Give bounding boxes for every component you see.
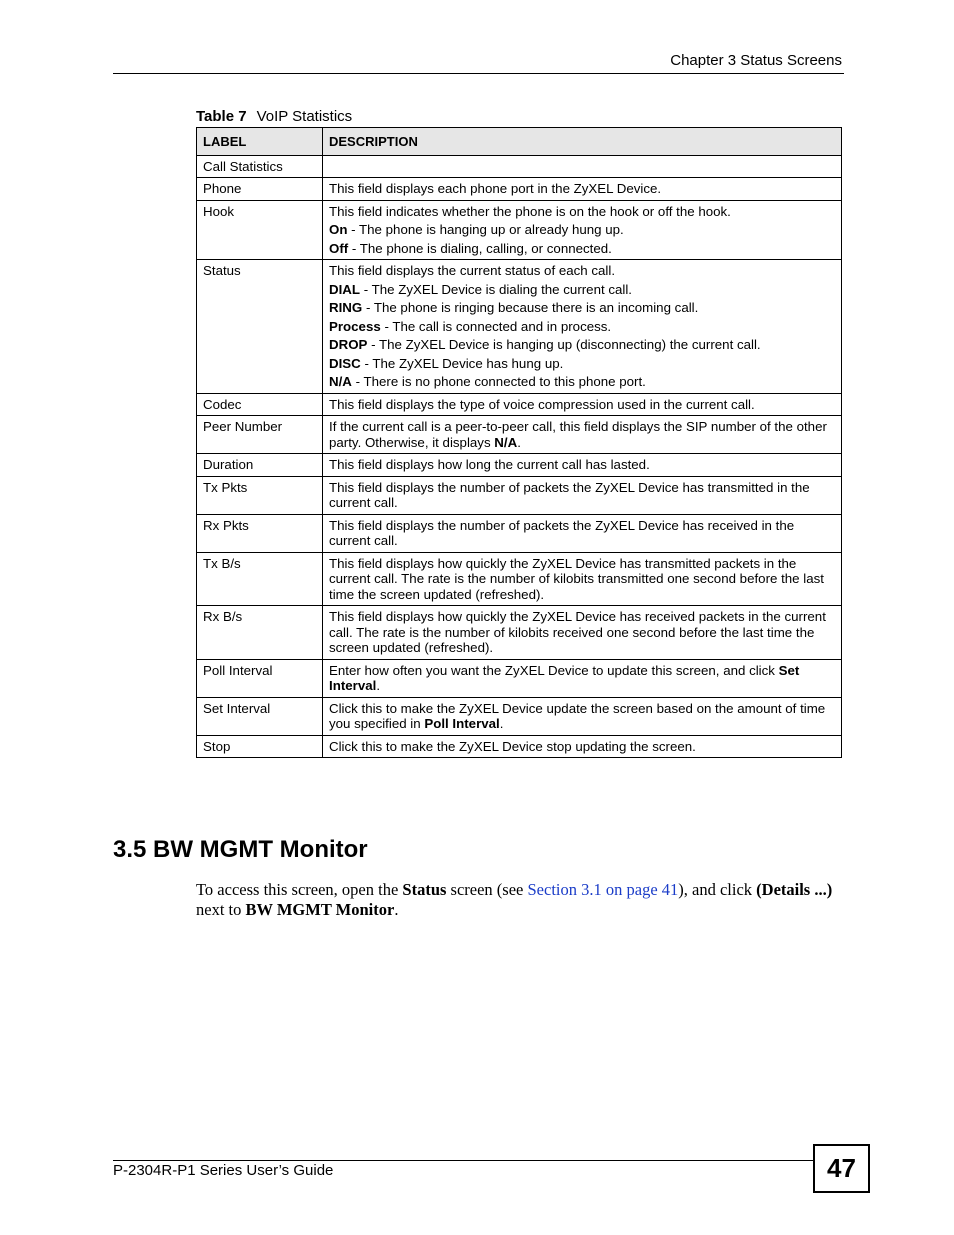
description-text: - The phone is hanging up or already hung up. [347,222,624,237]
chapter-header: Chapter 3 Status Screens [670,52,842,69]
para-bold-details: (Details ...) [756,880,833,899]
table-row [197,260,842,394]
row-description [323,416,842,454]
table-row [197,514,842,552]
description-term: Process [329,318,381,334]
description-text: This field displays the number of packets the ZyXEL Device has received in the current call. [329,517,795,548]
description-term: DROP [329,337,368,352]
row-description [323,659,842,697]
row-description [323,260,842,394]
footer-rule [113,1160,813,1161]
para-bold-bw-mgmt: BW MGMT Monitor [245,900,395,919]
description-line [329,663,835,694]
row-label: Phone [197,178,323,201]
description-term: DIAL [329,281,361,297]
row-label: Duration [197,454,323,477]
description-text: - The phone is dialing, calling, or connected. [348,240,612,256]
row-label: Tx Pkts [197,476,323,514]
table-header-row [197,128,842,156]
para-text-1: To access this screen, open the [196,880,403,899]
table-caption-title: VoIP Statistics [256,108,353,125]
description-tail: . [499,716,504,731]
para-text-5: . [394,900,399,919]
table-row [197,476,842,514]
row-label: Call Statistics [197,155,323,178]
row-description [323,697,842,735]
description-line [329,300,835,316]
description-text: - The ZyXEL Device is dialing the current call. [360,281,632,297]
table-row [197,155,842,178]
row-label: Tx B/s [197,552,323,606]
table-row [197,416,842,454]
table-row [197,178,842,201]
column-header-description: DESCRIPTION [323,128,842,156]
row-label: Status [197,260,323,394]
description-line [329,457,835,473]
page-number: 47 [813,1144,870,1193]
description-line [329,419,835,450]
description-text: This field displays how quickly the ZyXEL Device has transmitted packets in the current call. The rate is the number of kilobits transmitted one second before the last time the screen updated (refreshed). [329,555,824,602]
row-label: Codec [197,393,323,416]
description-text: This field indicates whether the phone is on the hook or off the hook. [329,203,731,219]
table-row [197,454,842,477]
description-term: Off [329,240,349,256]
column-header-label: LABEL [197,128,323,156]
description-text: This field displays how quickly the ZyXEL Device has received packets in the current call. The rate is the number of kilobits received one second before the last time the screen updated (refreshed). [329,609,826,655]
description-term: DISC [329,355,361,371]
description-line [329,609,835,656]
row-description [323,454,842,477]
description-text: - The ZyXEL Device has hung up. [360,355,564,371]
description-text: This field displays how long the current call has lasted. [329,457,650,472]
row-description [323,552,842,606]
description-term: N/A [329,374,352,389]
description-text: This field displays the type of voice compression used in the current call. [329,396,755,412]
row-description [323,393,842,416]
description-text: This field displays the current status of each call. [329,263,616,278]
description-text: - The ZyXEL Device is hanging up (disconnecting) the current call. [367,337,761,352]
description-line [329,204,835,220]
row-description [323,200,842,260]
description-text: Click this to make the ZyXEL Device stop updating the screen. [329,738,696,754]
description-line [329,337,835,353]
description-text: This field displays the number of packets the ZyXEL Device has transmitted in the current call. [329,479,810,510]
table-row [197,606,842,660]
para-text-3: ), and click [678,880,757,899]
description-line [329,701,835,732]
section-title: 3.5 BW MGMT Monitor [113,836,368,863]
footer-guide-title: P-2304R-P1 Series User’s Guide [113,1162,334,1179]
description-line [329,556,835,603]
table-row [197,697,842,735]
table-row [197,659,842,697]
row-label: Peer Number [197,416,323,454]
table-caption-number: Table 7 [196,108,247,125]
description-line [329,222,835,238]
description-term: N/A [494,434,518,450]
description-line [329,374,835,390]
para-text-4: next to [196,900,246,919]
section-link[interactable]: Section 3.1 on page 41 [527,880,679,899]
table-row [197,393,842,416]
para-text-2: screen (see [446,880,528,899]
section-intro-paragraph [196,880,842,920]
header-rule [113,73,844,74]
row-description [323,606,842,660]
table-row [197,735,842,758]
description-term: Poll Interval [424,716,500,731]
description-text: - The phone is ringing because there is an incoming call. [362,300,699,315]
table-row [197,552,842,606]
description-line [329,241,835,257]
description-term: Set Interval [329,662,800,693]
description-text: If the current call is a peer-to-peer call, this field displays the SIP number of the other party. Otherwise, it displays [329,419,827,450]
description-line [329,480,835,511]
description-text: - The call is connected and in process. [380,318,612,334]
description-text: This field displays each phone port in the ZyXEL Device. [329,181,662,196]
description-line [329,319,835,335]
row-description [323,155,842,178]
table-body [197,155,842,758]
description-tail: . [517,434,521,450]
row-description [323,514,842,552]
row-description [323,178,842,201]
row-label: Rx Pkts [197,514,323,552]
description-line [329,356,835,372]
description-line [329,518,835,549]
row-label: Set Interval [197,697,323,735]
row-label: Rx B/s [197,606,323,660]
row-description [323,735,842,758]
table-row [197,200,842,260]
row-label: Stop [197,735,323,758]
voip-statistics-table [196,127,842,758]
description-term: RING [329,300,363,315]
row-label: Poll Interval [197,659,323,697]
description-line [329,181,835,197]
description-line [329,397,835,413]
description-line [329,282,835,298]
para-bold-status: Status [402,880,447,899]
table-caption [196,108,352,125]
row-description [323,476,842,514]
description-tail: . [376,678,381,693]
row-label: Hook [197,200,323,260]
description-text: Enter how often you want the ZyXEL Device to update this screen, and click [329,662,779,678]
description-line [329,263,835,279]
description-term: On [329,222,348,237]
description-text: Click this to make the ZyXEL Device update the screen based on the amount of time you specified in [329,700,826,731]
description-line [329,739,835,755]
description-text: - There is no phone connected to this phone port. [351,374,646,389]
